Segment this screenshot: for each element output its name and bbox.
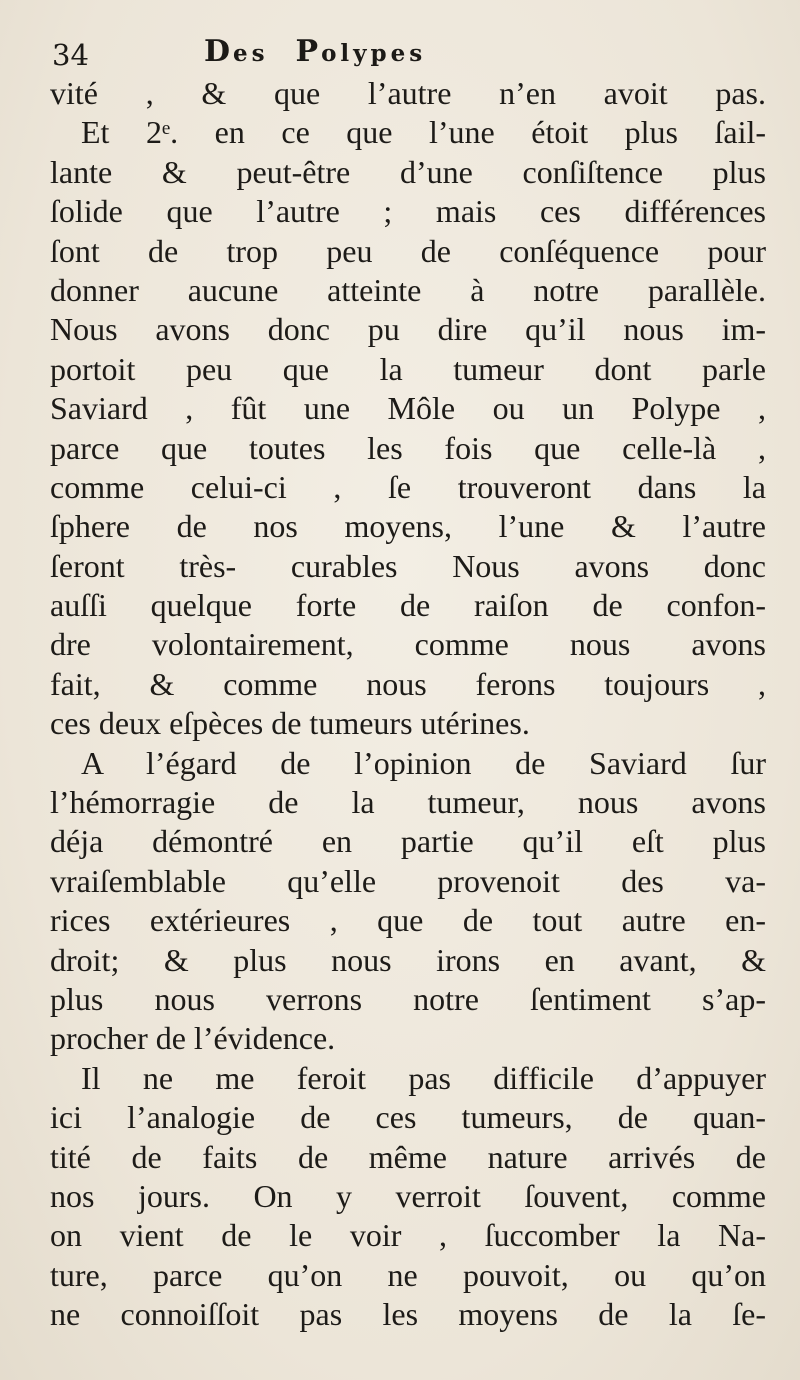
text-line: A l’égard de l’opinion de Saviard ſur [81,744,766,781]
running-title [204,34,426,69]
text-line: portoit peu que la tumeur dont parle [50,350,766,387]
text-line: dre volontairement, comme nous avons [50,626,766,663]
text-line: comme celui-ci , ſe trouveront dans la [50,468,766,505]
text-line: ſphere de nos moyens, l’une & l’autre [50,508,766,545]
text-line: déja démontré en partie qu’il eſt plus [50,823,766,860]
text-line: parce que toutes les fois que celle-là , [50,429,766,466]
running-title-initial-2: P [295,34,322,69]
text-line: Il ne me feroit pas difficile d’appuyer [81,1059,766,1096]
text-line: on vient de le voir , ſuccomber la Na- [50,1217,766,1254]
text-line: rices extérieures , que de tout autre en- [50,902,766,939]
text-line: tité de faits de même nature arrivés de [50,1138,766,1175]
text-line: ſeront très- curables Nous avons donc [50,547,766,584]
text-line: ces deux eſpèces de tumeurs utérines. [50,705,530,742]
running-title-rest-2: olypes [321,40,427,67]
text-line: auſſi quelque forte de raiſon de confon- [50,587,766,624]
text-line: l’hémorragie de la tumeur, nous avons [50,784,766,821]
text-line: Et 2ᵉ. en ce que l’une étoit plus ſail- [81,114,766,151]
text-line: ſont de trop peu de conſéquence pour [50,232,766,269]
text-line: donner aucune atteinte à notre parallèle. [50,271,766,308]
running-title-rest-1: es [233,40,269,67]
page-number: 34 [52,38,89,72]
text-line: Nous avons donc pu dire qu’il nous im- [50,311,766,348]
text-line: fait, & comme nous ferons toujours , [50,665,766,702]
text-line: plus nous verrons notre ſentiment s’ap- [50,980,766,1017]
text-line: lante & peut-être d’une conſiſtence plus [50,153,766,190]
text-line: Saviard , fût une Môle ou un Polype , [50,390,766,427]
text-line: procher de l’évidence. [50,1020,336,1057]
text-line: droit; & plus nous irons en avant, & [50,941,766,978]
text-line: vraiſemblable qu’elle provenoit des va- [50,862,766,899]
running-title-initial-1: D [204,34,234,69]
text-line: ſolide que l’autre ; mais ces différences [50,193,766,230]
text-line: ture, parce qu’on ne pouvoit, ou qu’on [50,1256,766,1293]
text-line: vité , & que l’autre n’en avoit pas. [50,75,766,111]
text-line: ici l’analogie de ces tumeurs, de quan- [50,1099,766,1136]
text-line: nos jours. On y verroit ſouvent, comme [50,1177,766,1214]
text-line: ne connoiſſoit pas les moyens de la ſe- [50,1296,766,1333]
body-text [50,74,766,1335]
